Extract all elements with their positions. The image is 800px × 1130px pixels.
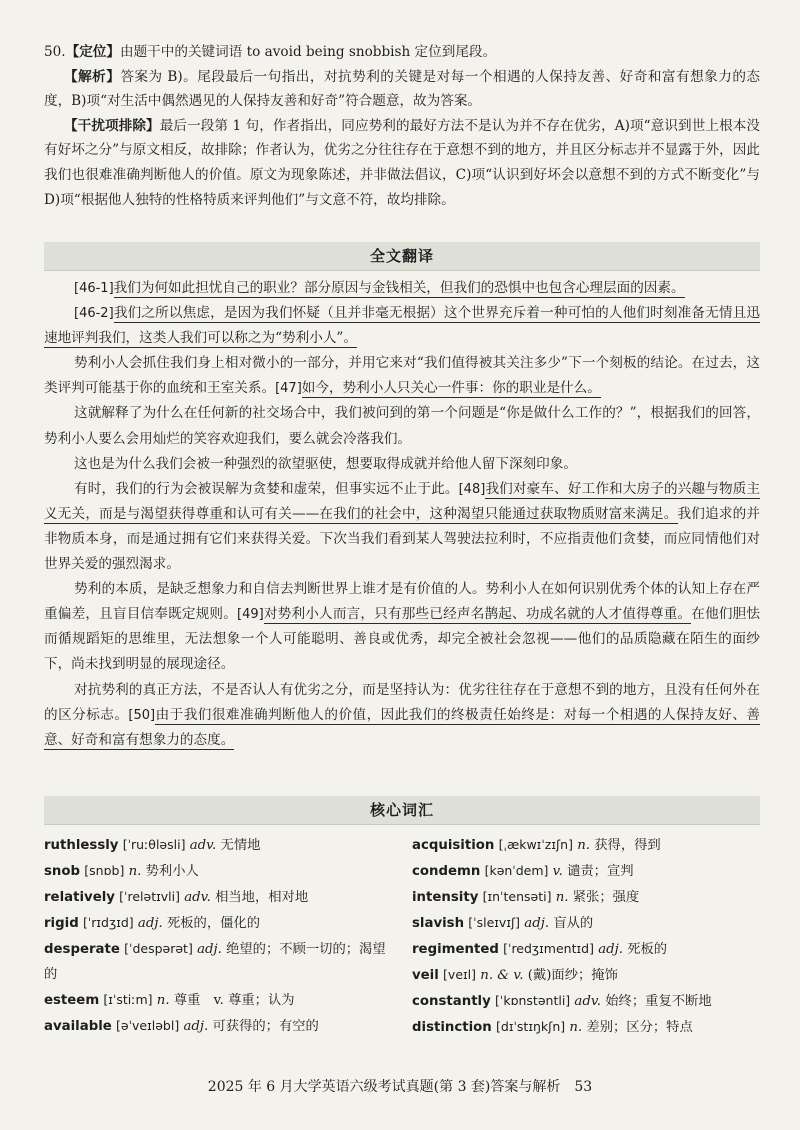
paragraph-text: 有时，我们的行为会被误解为贪婪和虚荣，但事实远不止于此。 — [74, 480, 459, 497]
vocab-definition: 死板的 — [627, 942, 668, 957]
vocab-pos: v. — [552, 864, 563, 879]
vocab-entry — [44, 936, 396, 987]
vocab-word: ruthlessly — [44, 838, 119, 853]
vocab-pos: adj. — [197, 942, 222, 957]
vocab-entry — [44, 832, 396, 858]
vocab-entry — [412, 936, 764, 962]
vocab-word: available — [44, 1019, 112, 1034]
translation-paragraph-4: 这就解释了为什么在任何新的社交场合中，我们被问到的第一个问题是“你是做什么工作的？”，根据我们的回答，势利小人要么会用灿烂的笑容欢迎我们，要么就会冷落我们。 — [44, 405, 760, 447]
locate-paragraph — [44, 40, 760, 65]
vocab-pos: n. — [156, 993, 170, 1008]
highlighted-sentence: 由于我们很难准确判断他人的价值，因此我们的终极责任始终是：对每一个相遇的人保持友好、善意、好奇和富有想象力的态度。 — [44, 706, 760, 748]
vocab-entry — [44, 987, 396, 1013]
vocab-phonetic: [dɪˈstɪŋkʃn] — [496, 1019, 566, 1034]
vocab-definition: 绝望的；不顾一切的；渴望的 — [44, 942, 386, 982]
translation-paragraph-1 — [44, 276, 760, 301]
vocab-pos: adv. — [184, 890, 211, 905]
highlighted-sentence: 对势利小人而言，只有那些已经声名鹊起、功成名就的人才值得尊重。 — [263, 606, 692, 623]
vocab-pos: adj. — [524, 916, 550, 931]
vocab-entry — [44, 884, 396, 910]
vocab-pos: adj. — [137, 916, 163, 931]
ref-tag: [46-2] — [74, 306, 114, 322]
vocab-word: constantly — [412, 994, 491, 1009]
vocab-word: distinction — [412, 1020, 492, 1035]
vocab-word: slavish — [412, 916, 465, 931]
vocab-entry — [412, 910, 764, 936]
vocab-word: intensity — [412, 890, 479, 905]
question-50-explanation — [44, 40, 760, 212]
vocab-list-right — [412, 832, 764, 1040]
section-banner-vocabulary: 核心词汇 — [44, 796, 760, 825]
vocab-definition: 相当地，相对地 — [215, 890, 309, 905]
translation-paragraph-3 — [44, 351, 760, 401]
ref-tag: [48] — [458, 481, 486, 497]
vocab-word: veil — [412, 968, 439, 983]
locate-text: 由题干中的关键词语 to avoid being snobbish 定位到尾段。 — [120, 44, 497, 60]
analysis-text: 答案为 B)。尾段最后一句指出，对抗势利的关键是对每一个相遇的人保持友善、好奇和富有想象力的态度，B)项“对生活中偶然遇见的人保持友善和好奇”符合题意，故为答案。 — [44, 68, 760, 110]
ref-tag: [46-1] — [74, 281, 114, 296]
vocab-phonetic: [ˈredʒɪmentɪd] — [503, 941, 594, 956]
vocab-entry — [44, 1013, 396, 1039]
vocab-list-left — [44, 832, 396, 1039]
vocab-word: acquisition — [412, 838, 495, 853]
vocab-definition: 盲从的 — [553, 916, 594, 931]
vocab-phonetic: [veɪl] — [443, 967, 477, 982]
vocab-definition: 无情地 — [220, 838, 261, 853]
locate-tag: 【定位】 — [65, 44, 120, 60]
vocab-definition: 谴责；宣判 — [567, 864, 634, 879]
vocab-phonetic: [əˈveɪləbl] — [116, 1018, 180, 1033]
vocab-word: esteem — [44, 993, 100, 1008]
vocab-word: desperate — [44, 942, 120, 957]
vocab-definition: 紧张；强度 — [572, 890, 640, 905]
translation-paragraph-8 — [44, 678, 760, 753]
vocab-pos: n. — [577, 838, 590, 853]
paragraph-text: 在他们胆怯而循规蹈矩的思维里，无法想象一个人可能聪明、善良或优秀，却完全被社会忽视——他们的品质隐藏在陌生的面纱下，尚未找到明显的展现途径。 — [44, 606, 761, 673]
vocab-word: regimented — [412, 942, 499, 957]
vocab-definition: 可获得的；有空的 — [212, 1019, 319, 1034]
ref-tag: [49] — [237, 607, 264, 623]
vocab-definition: 尊重 v. 尊重；认为 — [173, 993, 295, 1008]
paragraph-text: 势利小人会抓住我们身上相对微小的一部分，并用它来对“我们值得被其关注多少”下一个刻板的结论。在过去，这类评判可能基于你的血统和王室关系。 — [44, 355, 760, 397]
vocab-pos: n. — [128, 864, 142, 879]
paragraph-text: 势利的本质，是缺乏想象力和自信去判断世界上谁才是有价值的人。势利小人在如何识别优秀个体的认知上存在严重偏差，且盲目信奉既定规则。 — [44, 581, 760, 623]
highlighted-sentence: 我们为何如此担忧自己的职业？部分原因与金钱相关，但我们的恐惧中也包含心理层面的因素。 — [113, 280, 685, 296]
vocab-phonetic: [ɪˈstiːm] — [103, 992, 153, 1007]
paragraph-text: 对抗势利的真正方法，不是否认人有优劣之分，而是坚持认为：优劣往往存在于意想不到的地方，且没有任何外在的区分标志。 — [44, 681, 760, 723]
distractor-text: 最后一段第 1 句，作者指出，同应势利的最好方法不是认为并不存在优劣，A)项“意识到世上根本没有好坏之分”与原文相反，故排除；作者认为，优劣之分往往存在于意想不到的地方，并且区分标志并不显露于外，因此我们也很难准确判断他人的价值。原文为现象陈述，并非做法倡议，C)项“认识到好坏会以意想不到的方式不断变化”与 D)项“根据他人独特的性格特质来评判他们”与文意不符，故均排除。 — [44, 117, 761, 208]
vocab-entry — [412, 962, 764, 988]
translation-paragraph-6 — [44, 477, 760, 577]
vocab-pos: n. — [555, 890, 569, 905]
vocab-entry — [44, 858, 396, 884]
vocab-definition: 死板的，僵化的 — [166, 916, 261, 931]
vocab-phonetic: [ˈruːθləsli] — [122, 837, 186, 852]
vocab-definition: 势利小人 — [145, 864, 199, 879]
vocab-pos: n. — [569, 1020, 583, 1035]
highlighted-sentence: 我们之所以焦虑，是因为我们怀疑（且并非毫无根据）这个世界充斥着一种可怕的人他们时刻准备无情且迅速地评判我们，这类人我们可以称之为“势利小人”。 — [44, 305, 760, 347]
vocab-word: rigid — [44, 916, 79, 931]
vocab-entry — [412, 1014, 764, 1040]
highlighted-sentence: 我们对豪车、好工作和大房子的兴趣与物质主义无关，而是与渴望获得尊重和认可有关——在我们的社会中，这种渴望只能通过获取物质财富来满足。 — [44, 480, 761, 522]
paragraph-text: 我们追求的并非物质本身，而是通过拥有它们来获得关爱。下次当我们看到某人驾驶法拉利时，不应指责他们贪婪，而应同情他们对世界关爱的强烈渴求。 — [44, 505, 761, 573]
ref-tag: [47] — [275, 381, 302, 397]
translation-paragraph-7 — [44, 577, 760, 677]
analysis-paragraph — [44, 65, 760, 114]
vocab-phonetic: [snɒb] — [84, 863, 125, 878]
vocab-pos: adj. — [183, 1019, 209, 1034]
vocab-entry — [412, 832, 764, 858]
analysis-tag: 【解析】 — [64, 68, 121, 85]
question-number: 50. — [44, 44, 66, 60]
vocab-pos: adv. — [574, 994, 602, 1009]
vocab-pos: n. & v. — [480, 968, 524, 983]
vocab-definition: 差别；区分；特点 — [586, 1020, 693, 1035]
vocab-word: condemn — [412, 864, 481, 879]
vocab-entry — [412, 858, 764, 884]
vocab-pos: adv. — [189, 838, 217, 853]
vocab-entry — [412, 884, 764, 910]
vocab-phonetic: [ɪnˈtensəti] — [482, 889, 552, 904]
vocab-pos: adj. — [598, 942, 623, 957]
ref-tag: [50] — [128, 707, 156, 723]
vocab-entry — [44, 910, 396, 936]
translation-paragraph-5: 这也是为什么我们会被一种强烈的欲望驱使，想要取得成就并给他人留下深刻印象。 — [74, 455, 577, 472]
vocab-word: relatively — [44, 890, 115, 905]
highlighted-sentence: 如今，势利小人只关心一件事：你的职业是什么。 — [301, 380, 601, 397]
vocab-word: snob — [44, 864, 81, 879]
translation-section — [44, 276, 760, 753]
vocab-entry — [412, 988, 764, 1014]
vocab-definition: 始终；重复不断地 — [605, 994, 712, 1009]
vocab-phonetic: [ˈsleɪvɪʃ] — [468, 915, 521, 930]
vocab-definition: 获得，得到 — [594, 838, 661, 853]
page-footer: 2025 年 6 月大学英语六级考试真题(第 3 套)答案与解析 53 — [207, 1079, 593, 1095]
translation-paragraph-2 — [44, 301, 760, 351]
vocab-phonetic: [kənˈdem] — [484, 863, 549, 878]
vocab-phonetic: [ˈrɪdʒɪd] — [82, 915, 134, 930]
vocab-definition: (戴)面纱；掩饰 — [527, 968, 618, 983]
vocab-phonetic: [ˈdespərət] — [124, 941, 193, 956]
distractor-tag: 【干扰项排除】 — [64, 117, 160, 134]
distractor-paragraph — [44, 114, 760, 212]
vocab-phonetic: [ˈkɒnstəntli] — [495, 993, 571, 1008]
vocab-phonetic: [ˈrelətɪvli] — [119, 889, 180, 904]
vocab-phonetic: [ˌækwɪˈzɪʃn] — [498, 837, 573, 852]
section-banner-translation: 全文翻译 — [44, 242, 760, 271]
